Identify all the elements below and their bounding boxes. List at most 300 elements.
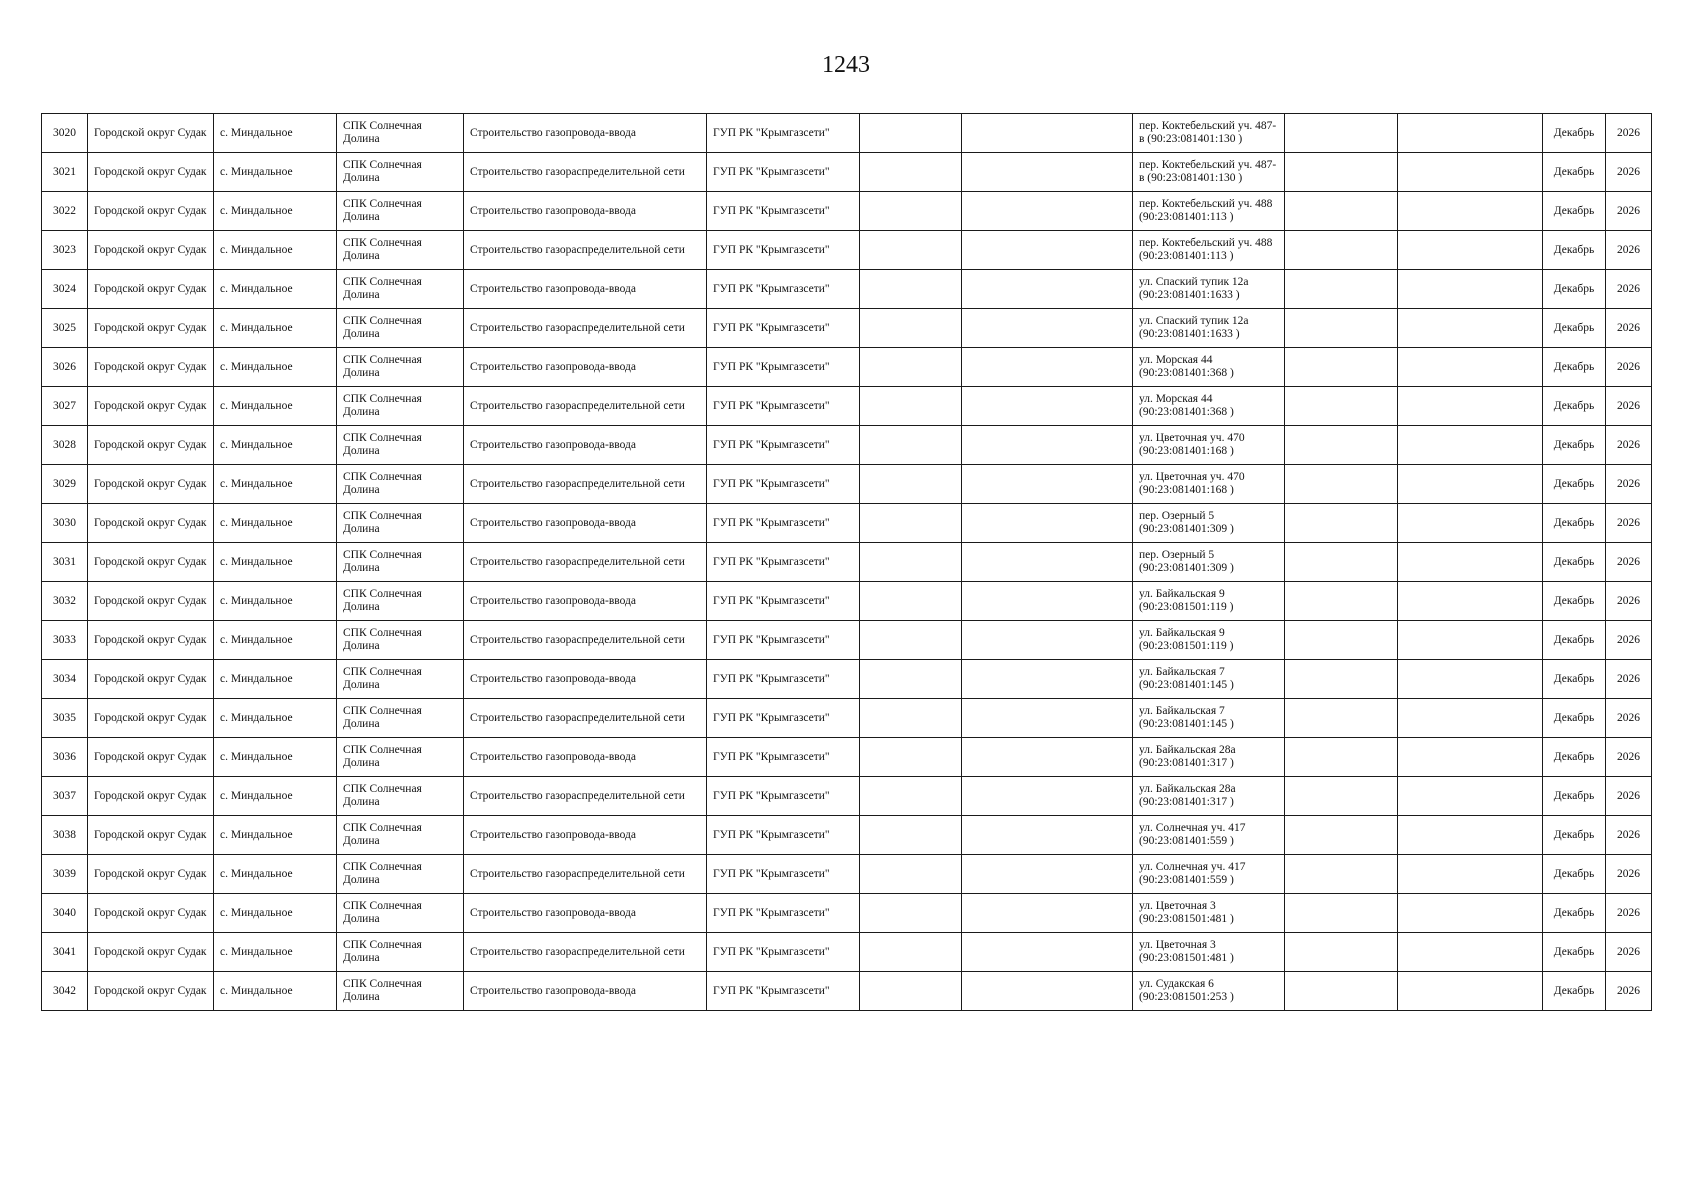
empty-cell <box>962 465 1133 504</box>
empty-cell <box>1398 855 1543 894</box>
district-cell: Городской округ Судак <box>88 153 214 192</box>
address-cell: ул. Солнечная уч. 417 (90:23:081401:559 ) <box>1133 855 1285 894</box>
empty-cell <box>1398 426 1543 465</box>
settlement-cell: с. Миндальное <box>214 348 337 387</box>
settlement-cell: с. Миндальное <box>214 192 337 231</box>
work-type-cell: Строительство газораспределительной сети <box>464 777 707 816</box>
work-type-cell: Строительство газопровода-ввода <box>464 816 707 855</box>
row-number: 3026 <box>42 348 88 387</box>
row-number: 3042 <box>42 972 88 1011</box>
empty-cell <box>1285 387 1398 426</box>
row-number: 3040 <box>42 894 88 933</box>
consumer-cell: СПК Солнечная Долина <box>337 777 464 816</box>
work-type-cell: Строительство газопровода-ввода <box>464 660 707 699</box>
work-type-cell: Строительство газопровода-ввода <box>464 894 707 933</box>
organization-cell: ГУП РК "Крымгазсети" <box>707 192 860 231</box>
organization-cell: ГУП РК "Крымгазсети" <box>707 699 860 738</box>
table-row <box>42 777 1652 816</box>
consumer-cell: СПК Солнечная Долина <box>337 699 464 738</box>
row-number: 3034 <box>42 660 88 699</box>
table-row <box>42 153 1652 192</box>
organization-cell: ГУП РК "Крымгазсети" <box>707 738 860 777</box>
table-row <box>42 426 1652 465</box>
empty-cell <box>860 387 962 426</box>
consumer-cell: СПК Солнечная Долина <box>337 894 464 933</box>
empty-cell <box>860 855 962 894</box>
month-cell: Декабрь <box>1543 426 1606 465</box>
row-number: 3021 <box>42 153 88 192</box>
district-cell: Городской округ Судак <box>88 387 214 426</box>
address-cell: ул. Цветочная 3 (90:23:081501:481 ) <box>1133 933 1285 972</box>
organization-cell: ГУП РК "Крымгазсети" <box>707 660 860 699</box>
settlement-cell: с. Миндальное <box>214 933 337 972</box>
empty-cell <box>1285 621 1398 660</box>
empty-cell <box>860 972 962 1011</box>
empty-cell <box>962 114 1133 153</box>
empty-cell <box>860 192 962 231</box>
organization-cell: ГУП РК "Крымгазсети" <box>707 348 860 387</box>
empty-cell <box>860 777 962 816</box>
empty-cell <box>1285 699 1398 738</box>
empty-cell <box>1285 777 1398 816</box>
row-number: 3035 <box>42 699 88 738</box>
month-cell: Декабрь <box>1543 465 1606 504</box>
settlement-cell: с. Миндальное <box>214 270 337 309</box>
consumer-cell: СПК Солнечная Долина <box>337 426 464 465</box>
address-cell: ул. Байкальская 9 (90:23:081501:119 ) <box>1133 582 1285 621</box>
year-cell: 2026 <box>1606 777 1652 816</box>
empty-cell <box>1398 309 1543 348</box>
empty-cell <box>1398 231 1543 270</box>
empty-cell <box>1398 621 1543 660</box>
work-type-cell: Строительство газораспределительной сети <box>464 699 707 738</box>
table-row <box>42 309 1652 348</box>
empty-cell <box>1398 543 1543 582</box>
district-cell: Городской округ Судак <box>88 426 214 465</box>
organization-cell: ГУП РК "Крымгазсети" <box>707 387 860 426</box>
work-type-cell: Строительство газопровода-ввода <box>464 348 707 387</box>
empty-cell <box>1398 738 1543 777</box>
table-row <box>42 972 1652 1011</box>
table-row <box>42 855 1652 894</box>
month-cell: Декабрь <box>1543 543 1606 582</box>
work-type-cell: Строительство газопровода-ввода <box>464 582 707 621</box>
row-number: 3039 <box>42 855 88 894</box>
empty-cell <box>1285 309 1398 348</box>
row-number: 3023 <box>42 231 88 270</box>
consumer-cell: СПК Солнечная Долина <box>337 504 464 543</box>
month-cell: Декабрь <box>1543 894 1606 933</box>
address-cell: ул. Судакская 6 (90:23:081501:253 ) <box>1133 972 1285 1011</box>
empty-cell <box>1285 660 1398 699</box>
year-cell: 2026 <box>1606 309 1652 348</box>
organization-cell: ГУП РК "Крымгазсети" <box>707 114 860 153</box>
consumer-cell: СПК Солнечная Долина <box>337 231 464 270</box>
consumer-cell: СПК Солнечная Долина <box>337 387 464 426</box>
empty-cell <box>1398 933 1543 972</box>
address-cell: ул. Спаский тупик 12а (90:23:081401:1633 ) <box>1133 270 1285 309</box>
district-cell: Городской округ Судак <box>88 894 214 933</box>
month-cell: Декабрь <box>1543 855 1606 894</box>
year-cell: 2026 <box>1606 699 1652 738</box>
district-cell: Городской округ Судак <box>88 543 214 582</box>
row-number: 3027 <box>42 387 88 426</box>
work-type-cell: Строительство газораспределительной сети <box>464 231 707 270</box>
empty-cell <box>860 114 962 153</box>
table-row <box>42 543 1652 582</box>
district-cell: Городской округ Судак <box>88 465 214 504</box>
empty-cell <box>860 582 962 621</box>
consumer-cell: СПК Солнечная Долина <box>337 270 464 309</box>
work-type-cell: Строительство газопровода-ввода <box>464 972 707 1011</box>
row-number: 3029 <box>42 465 88 504</box>
year-cell: 2026 <box>1606 543 1652 582</box>
settlement-cell: с. Миндальное <box>214 543 337 582</box>
table-row <box>42 582 1652 621</box>
settlement-cell: с. Миндальное <box>214 660 337 699</box>
empty-cell <box>1285 543 1398 582</box>
settlement-cell: с. Миндальное <box>214 231 337 270</box>
settlement-cell: с. Миндальное <box>214 855 337 894</box>
settlement-cell: с. Миндальное <box>214 387 337 426</box>
work-type-cell: Строительство газопровода-ввода <box>464 114 707 153</box>
row-number: 3041 <box>42 933 88 972</box>
organization-cell: ГУП РК "Крымгазсети" <box>707 816 860 855</box>
district-cell: Городской округ Судак <box>88 504 214 543</box>
consumer-cell: СПК Солнечная Долина <box>337 114 464 153</box>
month-cell: Декабрь <box>1543 816 1606 855</box>
district-cell: Городской округ Судак <box>88 231 214 270</box>
organization-cell: ГУП РК "Крымгазсети" <box>707 543 860 582</box>
district-cell: Городской округ Судак <box>88 309 214 348</box>
empty-cell <box>1285 894 1398 933</box>
address-cell: ул. Солнечная уч. 417 (90:23:081401:559 ) <box>1133 816 1285 855</box>
table-row <box>42 933 1652 972</box>
empty-cell <box>962 660 1133 699</box>
year-cell: 2026 <box>1606 972 1652 1011</box>
work-type-cell: Строительство газораспределительной сети <box>464 309 707 348</box>
consumer-cell: СПК Солнечная Долина <box>337 933 464 972</box>
address-cell: пер. Коктебельский уч. 487-в (90:23:081401:130 ) <box>1133 153 1285 192</box>
organization-cell: ГУП РК "Крымгазсети" <box>707 855 860 894</box>
table-row <box>42 348 1652 387</box>
empty-cell <box>962 192 1133 231</box>
empty-cell <box>962 348 1133 387</box>
row-number: 3036 <box>42 738 88 777</box>
work-type-cell: Строительство газопровода-ввода <box>464 192 707 231</box>
table-row <box>42 387 1652 426</box>
year-cell: 2026 <box>1606 738 1652 777</box>
empty-cell <box>860 660 962 699</box>
empty-cell <box>1285 582 1398 621</box>
month-cell: Декабрь <box>1543 582 1606 621</box>
empty-cell <box>962 816 1133 855</box>
empty-cell <box>860 153 962 192</box>
organization-cell: ГУП РК "Крымгазсети" <box>707 933 860 972</box>
empty-cell <box>1285 855 1398 894</box>
organization-cell: ГУП РК "Крымгазсети" <box>707 231 860 270</box>
table-row <box>42 699 1652 738</box>
organization-cell: ГУП РК "Крымгазсети" <box>707 504 860 543</box>
month-cell: Декабрь <box>1543 348 1606 387</box>
organization-cell: ГУП РК "Крымгазсети" <box>707 894 860 933</box>
table-row <box>42 270 1652 309</box>
month-cell: Декабрь <box>1543 972 1606 1011</box>
organization-cell: ГУП РК "Крымгазсети" <box>707 582 860 621</box>
empty-cell <box>1398 348 1543 387</box>
consumer-cell: СПК Солнечная Долина <box>337 192 464 231</box>
address-cell: ул. Спаский тупик 12а (90:23:081401:1633 ) <box>1133 309 1285 348</box>
settlement-cell: с. Миндальное <box>214 426 337 465</box>
address-cell: ул. Байкальская 7 (90:23:081401:145 ) <box>1133 699 1285 738</box>
settlement-cell: с. Миндальное <box>214 114 337 153</box>
district-cell: Городской округ Судак <box>88 816 214 855</box>
work-type-cell: Строительство газораспределительной сети <box>464 153 707 192</box>
settlement-cell: с. Миндальное <box>214 582 337 621</box>
register-table <box>41 113 1652 1011</box>
work-type-cell: Строительство газораспределительной сети <box>464 387 707 426</box>
district-cell: Городской округ Судак <box>88 114 214 153</box>
organization-cell: ГУП РК "Крымгазсети" <box>707 972 860 1011</box>
empty-cell <box>1398 387 1543 426</box>
empty-cell <box>962 426 1133 465</box>
year-cell: 2026 <box>1606 504 1652 543</box>
settlement-cell: с. Миндальное <box>214 465 337 504</box>
year-cell: 2026 <box>1606 621 1652 660</box>
empty-cell <box>1285 348 1398 387</box>
work-type-cell: Строительство газораспределительной сети <box>464 621 707 660</box>
address-cell: ул. Морская 44 (90:23:081401:368 ) <box>1133 387 1285 426</box>
consumer-cell: СПК Солнечная Долина <box>337 348 464 387</box>
year-cell: 2026 <box>1606 816 1652 855</box>
address-cell: пер. Озерный 5 (90:23:081401:309 ) <box>1133 543 1285 582</box>
work-type-cell: Строительство газораспределительной сети <box>464 933 707 972</box>
month-cell: Декабрь <box>1543 699 1606 738</box>
row-number: 3038 <box>42 816 88 855</box>
empty-cell <box>1398 972 1543 1011</box>
empty-cell <box>860 426 962 465</box>
empty-cell <box>1398 465 1543 504</box>
work-type-cell: Строительство газораспределительной сети <box>464 855 707 894</box>
table-row <box>42 231 1652 270</box>
empty-cell <box>1398 816 1543 855</box>
empty-cell <box>1285 972 1398 1011</box>
address-cell: ул. Цветочная уч. 470 (90:23:081401:168 ) <box>1133 426 1285 465</box>
consumer-cell: СПК Солнечная Долина <box>337 660 464 699</box>
row-number: 3031 <box>42 543 88 582</box>
empty-cell <box>962 231 1133 270</box>
empty-cell <box>1285 933 1398 972</box>
empty-cell <box>1398 582 1543 621</box>
work-type-cell: Строительство газораспределительной сети <box>464 543 707 582</box>
year-cell: 2026 <box>1606 114 1652 153</box>
month-cell: Декабрь <box>1543 270 1606 309</box>
empty-cell <box>1285 114 1398 153</box>
month-cell: Декабрь <box>1543 621 1606 660</box>
organization-cell: ГУП РК "Крымгазсети" <box>707 309 860 348</box>
settlement-cell: с. Миндальное <box>214 504 337 543</box>
month-cell: Декабрь <box>1543 192 1606 231</box>
empty-cell <box>962 387 1133 426</box>
consumer-cell: СПК Солнечная Долина <box>337 465 464 504</box>
district-cell: Городской округ Судак <box>88 855 214 894</box>
empty-cell <box>962 972 1133 1011</box>
empty-cell <box>860 309 962 348</box>
work-type-cell: Строительство газопровода-ввода <box>464 426 707 465</box>
address-cell: ул. Байкальская 7 (90:23:081401:145 ) <box>1133 660 1285 699</box>
year-cell: 2026 <box>1606 231 1652 270</box>
empty-cell <box>1285 270 1398 309</box>
month-cell: Декабрь <box>1543 114 1606 153</box>
empty-cell <box>1285 231 1398 270</box>
district-cell: Городской округ Судак <box>88 972 214 1011</box>
empty-cell <box>1398 192 1543 231</box>
settlement-cell: с. Миндальное <box>214 621 337 660</box>
table-row <box>42 465 1652 504</box>
address-cell: ул. Байкальская 28а (90:23:081401:317 ) <box>1133 777 1285 816</box>
address-cell: ул. Байкальская 9 (90:23:081501:119 ) <box>1133 621 1285 660</box>
month-cell: Декабрь <box>1543 231 1606 270</box>
year-cell: 2026 <box>1606 582 1652 621</box>
district-cell: Городской округ Судак <box>88 270 214 309</box>
row-number: 3028 <box>42 426 88 465</box>
empty-cell <box>962 504 1133 543</box>
consumer-cell: СПК Солнечная Долина <box>337 153 464 192</box>
organization-cell: ГУП РК "Крымгазсети" <box>707 465 860 504</box>
empty-cell <box>1398 777 1543 816</box>
month-cell: Декабрь <box>1543 777 1606 816</box>
empty-cell <box>860 543 962 582</box>
empty-cell <box>860 894 962 933</box>
empty-cell <box>1285 816 1398 855</box>
year-cell: 2026 <box>1606 894 1652 933</box>
year-cell: 2026 <box>1606 348 1652 387</box>
consumer-cell: СПК Солнечная Долина <box>337 972 464 1011</box>
empty-cell <box>860 933 962 972</box>
table-row <box>42 816 1652 855</box>
empty-cell <box>1285 465 1398 504</box>
empty-cell <box>1398 504 1543 543</box>
empty-cell <box>860 621 962 660</box>
month-cell: Декабрь <box>1543 153 1606 192</box>
settlement-cell: с. Миндальное <box>214 738 337 777</box>
address-cell: пер. Коктебельский уч. 488 (90:23:081401:113 ) <box>1133 192 1285 231</box>
month-cell: Декабрь <box>1543 933 1606 972</box>
month-cell: Декабрь <box>1543 738 1606 777</box>
district-cell: Городской округ Судак <box>88 738 214 777</box>
settlement-cell: с. Миндальное <box>214 972 337 1011</box>
row-number: 3022 <box>42 192 88 231</box>
row-number: 3024 <box>42 270 88 309</box>
year-cell: 2026 <box>1606 270 1652 309</box>
empty-cell <box>860 504 962 543</box>
settlement-cell: с. Миндальное <box>214 153 337 192</box>
empty-cell <box>1285 504 1398 543</box>
address-cell: ул. Морская 44 (90:23:081401:368 ) <box>1133 348 1285 387</box>
empty-cell <box>1285 192 1398 231</box>
year-cell: 2026 <box>1606 855 1652 894</box>
year-cell: 2026 <box>1606 387 1652 426</box>
row-number: 3030 <box>42 504 88 543</box>
empty-cell <box>860 738 962 777</box>
address-cell: ул. Цветочная уч. 470 (90:23:081401:168 ) <box>1133 465 1285 504</box>
table-row <box>42 621 1652 660</box>
settlement-cell: с. Миндальное <box>214 699 337 738</box>
empty-cell <box>1398 114 1543 153</box>
empty-cell <box>860 348 962 387</box>
month-cell: Декабрь <box>1543 387 1606 426</box>
table-row <box>42 660 1652 699</box>
empty-cell <box>962 738 1133 777</box>
empty-cell <box>962 309 1133 348</box>
empty-cell <box>1398 894 1543 933</box>
table-row <box>42 114 1652 153</box>
empty-cell <box>1285 153 1398 192</box>
settlement-cell: с. Миндальное <box>214 894 337 933</box>
consumer-cell: СПК Солнечная Долина <box>337 855 464 894</box>
work-type-cell: Строительство газопровода-ввода <box>464 270 707 309</box>
year-cell: 2026 <box>1606 933 1652 972</box>
district-cell: Городской округ Судак <box>88 582 214 621</box>
month-cell: Декабрь <box>1543 504 1606 543</box>
empty-cell <box>962 621 1133 660</box>
empty-cell <box>962 699 1133 738</box>
month-cell: Декабрь <box>1543 309 1606 348</box>
empty-cell <box>1398 153 1543 192</box>
empty-cell <box>1398 699 1543 738</box>
district-cell: Городской округ Судак <box>88 699 214 738</box>
row-number: 3037 <box>42 777 88 816</box>
organization-cell: ГУП РК "Крымгазсети" <box>707 621 860 660</box>
empty-cell <box>962 933 1133 972</box>
district-cell: Городской округ Судак <box>88 777 214 816</box>
year-cell: 2026 <box>1606 153 1652 192</box>
empty-cell <box>860 465 962 504</box>
empty-cell <box>962 777 1133 816</box>
row-number: 3033 <box>42 621 88 660</box>
organization-cell: ГУП РК "Крымгазсети" <box>707 153 860 192</box>
address-cell: ул. Байкальская 28а (90:23:081401:317 ) <box>1133 738 1285 777</box>
empty-cell <box>962 543 1133 582</box>
row-number: 3025 <box>42 309 88 348</box>
work-type-cell: Строительство газопровода-ввода <box>464 504 707 543</box>
district-cell: Городской округ Судак <box>88 621 214 660</box>
empty-cell <box>962 894 1133 933</box>
row-number: 3020 <box>42 114 88 153</box>
empty-cell <box>860 231 962 270</box>
district-cell: Городской округ Судак <box>88 660 214 699</box>
empty-cell <box>962 582 1133 621</box>
address-cell: пер. Коктебельский уч. 488 (90:23:081401:113 ) <box>1133 231 1285 270</box>
settlement-cell: с. Миндальное <box>214 777 337 816</box>
work-type-cell: Строительство газопровода-ввода <box>464 738 707 777</box>
empty-cell <box>1398 660 1543 699</box>
year-cell: 2026 <box>1606 465 1652 504</box>
year-cell: 2026 <box>1606 426 1652 465</box>
organization-cell: ГУП РК "Крымгазсети" <box>707 270 860 309</box>
work-type-cell: Строительство газораспределительной сети <box>464 465 707 504</box>
page-number: 1243 <box>822 52 870 78</box>
district-cell: Городской округ Судак <box>88 192 214 231</box>
empty-cell <box>962 270 1133 309</box>
table-row <box>42 894 1652 933</box>
empty-cell <box>860 270 962 309</box>
empty-cell <box>962 855 1133 894</box>
empty-cell <box>1285 738 1398 777</box>
consumer-cell: СПК Солнечная Долина <box>337 543 464 582</box>
consumer-cell: СПК Солнечная Долина <box>337 738 464 777</box>
district-cell: Городской округ Судак <box>88 348 214 387</box>
